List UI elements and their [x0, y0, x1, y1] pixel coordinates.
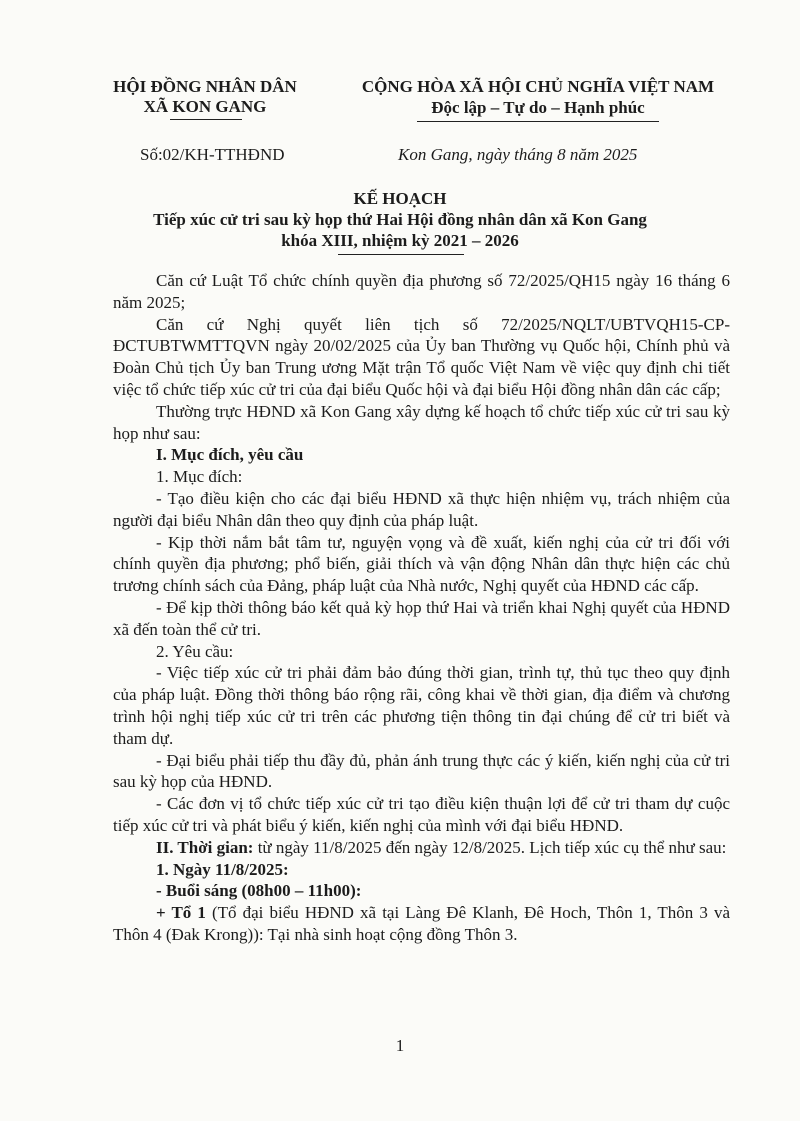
purpose-item-3: - Để kịp thời thông báo kết quả kỳ họp thứ Hai và triển khai Nghị quyết của HĐND xã đến toàn thể cử tri. — [113, 597, 730, 639]
section-2-paragraph — [113, 837, 730, 859]
org-name-line1: HỘI ĐỒNG NHÂN DÂN — [113, 77, 297, 96]
org-name-line2: XÃ KON GANG — [143, 97, 267, 116]
section-2-label: II. Thời gian: — [156, 837, 254, 857]
document-subtitle-line1: Tiếp xúc cử tri sau kỳ họp thứ Hai Hội đồng nhân dân xã Kon Gang — [153, 210, 647, 229]
document-number: Số:02/KH-TTHĐND — [140, 145, 285, 164]
group-1-label: + Tổ 1 — [156, 903, 206, 923]
legal-basis-1: Căn cứ Luật Tổ chức chính quyền địa phương số 72/2025/QH15 ngày 16 tháng 6 năm 2025; — [113, 271, 730, 312]
requirement-item-3: - Các đơn vị tổ chức tiếp xúc cử tri tạo điều kiện thuận lợi để cử tri tham dự cuộc tiếp xúc cử tri và phát biểu ý kiến, kiến nghị của mình với đại biểu HĐND. — [113, 794, 730, 835]
document-date: Kon Gang, ngày tháng 8 năm 2025 — [398, 145, 638, 164]
requirement-item-2: - Đại biểu phải tiếp thu đầy đủ, phản ánh trung thực các ý kiến, kiến nghị của cử tri sau kỳ họp của HĐND. — [113, 750, 730, 792]
group-1-text: (Tổ đại biểu HĐND xã tại Làng Đê Klanh, Đê Hoch, Thôn 1, Thôn 3 và Thôn 4 (Đak Krong)): Tại nhà sinh hoạt cộng đồng Thôn 3. — [113, 903, 730, 944]
title-underline — [338, 254, 464, 255]
purpose-item-1: - Tạo điều kiện cho các đại biểu HĐND xã thực hiện nhiệm vụ, trách nhiệm của người đại biểu Nhân dân theo quy định của pháp luật. — [113, 488, 730, 530]
section-1-2-heading: 2. Yêu cầu: — [156, 641, 234, 661]
section-2-text: từ ngày 11/8/2025 đến ngày 12/8/2025. Lịch tiếp xúc cụ thể như sau: — [253, 837, 727, 857]
group-1-paragraph — [113, 902, 730, 946]
document-body — [113, 270, 730, 946]
morning-session-heading: - Buổi sáng (08h00 – 11h00): — [156, 881, 362, 901]
org-underline — [170, 119, 242, 120]
section-1-heading: I. Mục đích, yêu cầu — [156, 445, 304, 465]
document-title: KẾ HOẠCH — [353, 189, 447, 208]
intro-paragraph: Thường trực HĐND xã Kon Gang xây dựng kế hoạch tổ chức tiếp xúc cử tri sau kỳ họp như sau: — [113, 401, 730, 443]
day-1-heading: 1. Ngày 11/8/2025: — [156, 859, 289, 879]
requirement-item-1: - Việc tiếp xúc cử tri phải đảm bảo đúng thời gian, trình tự, thủ tục theo quy định của pháp luật. Đồng thời thông báo rộng rãi, công khai về thời gian, địa điểm và chương trình hội nghị tiếp xúc cử tri trên các phương tiện thông tin đại chúng để cử tri biết và tham dự. — [113, 663, 730, 748]
motto-underline — [417, 121, 659, 122]
section-1-1-heading: 1. Mục đích: — [156, 467, 243, 487]
legal-basis-2: Căn cứ Nghị quyết liên tịch số 72/2025/NQLT/UBTVQH15-CP-ĐCTUBTWMTTQVN ngày 20/02/2025 của Ủy ban Thường vụ Quốc hội, Chính phủ và Đoàn Chủ tịch Ủy ban Trung ương Mặt trận Tổ quốc Việt Nam về việc quy định chi tiết việc tổ chức tiếp xúc cử tri của đại biểu Quốc hội và đại biểu Hội đồng nhân dân các cấp; — [113, 314, 730, 399]
page-number: 1 — [395, 1036, 405, 1055]
purpose-item-2: - Kịp thời nắm bắt tâm tư, nguyện vọng và đề xuất, kiến nghị của cử tri đối với chính quyền địa phương; phổ biến, giải thích và vận động Nhân dân thực hiện các chủ trương chính sách của Đảng, pháp luật của Nhà nước, Nghị quyết của HĐND các cấp. — [113, 532, 730, 596]
nation-motto: Độc lập – Tự do – Hạnh phúc — [431, 98, 645, 117]
nation-name: CỘNG HÒA XÃ HỘI CHỦ NGHĨA VIỆT NAM — [361, 77, 715, 96]
document-subtitle-line2: khóa XIII, nhiệm kỳ 2021 – 2026 — [281, 231, 519, 250]
